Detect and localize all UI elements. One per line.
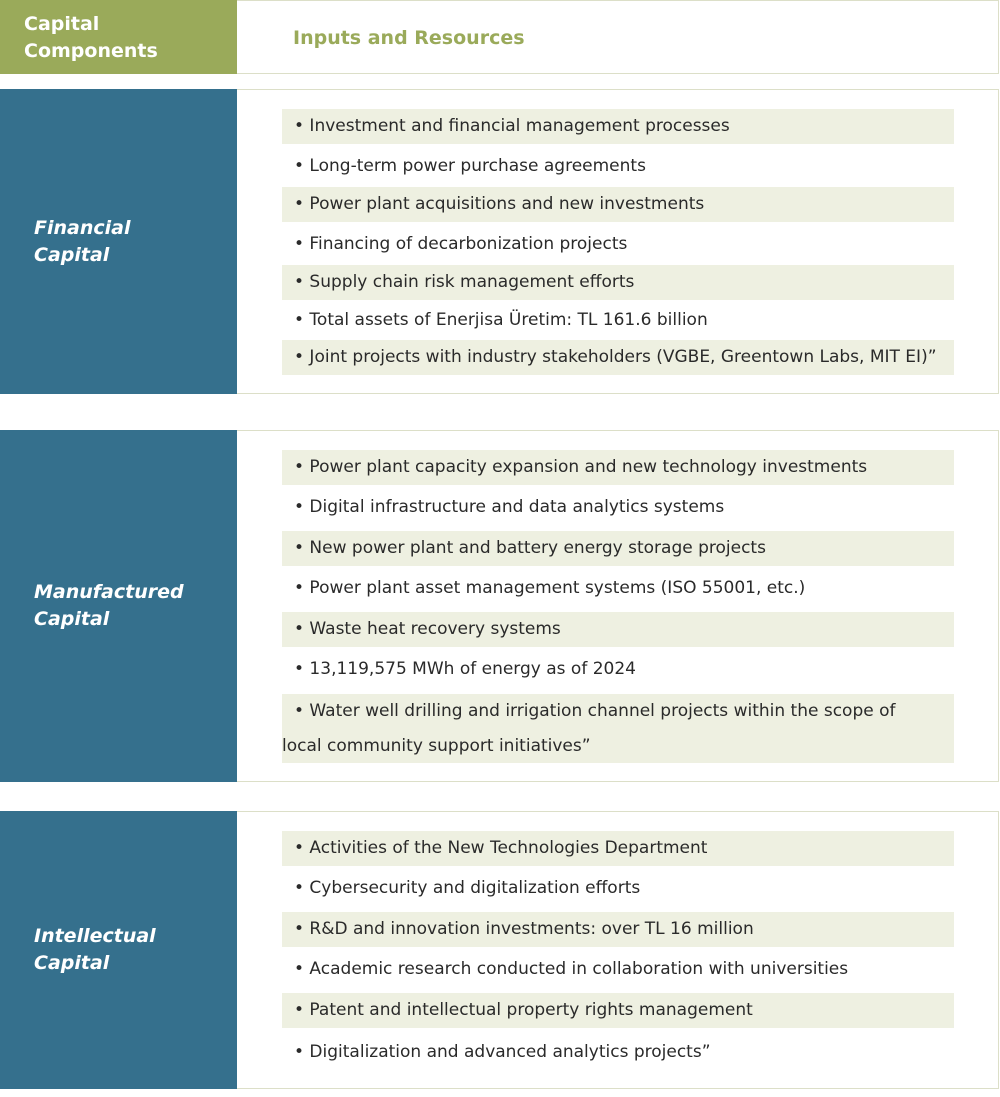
list-item: • Power plant capacity expansion and new technology investments — [282, 450, 954, 485]
inputs-resources-header: Inputs and Resources — [237, 0, 999, 74]
list-item: • Waste heat recovery systems — [282, 612, 954, 647]
list-item: • Activities of the New Technologies Department — [282, 831, 954, 866]
section-title-line1: Manufactured — [34, 581, 184, 603]
list-item: • Digital infrastructure and data analytics systems — [294, 497, 725, 517]
list-item-line: local community support initiatives” — [282, 736, 591, 756]
list-item: • Power plant asset management systems (ISO 55001, etc.) — [294, 578, 806, 598]
intellectual-capital-label — [0, 811, 237, 1089]
list-item: • Cybersecurity and digitalization efforts — [294, 878, 641, 898]
financial-capital-label — [0, 89, 237, 394]
list-item: • Investment and financial management processes — [282, 109, 954, 144]
list-item: • Power plant acquisitions and new investments — [282, 187, 954, 222]
list-item: • Joint projects with industry stakeholders (VGBE, Greentown Labs, MIT EI)” — [282, 340, 954, 375]
list-item: • Patent and intellectual property rights management — [282, 993, 954, 1028]
list-item: • Total assets of Enerjisa Üretim: TL 161.6 billion — [294, 310, 708, 330]
list-item: • Long-term power purchase agreements — [294, 156, 646, 176]
list-item: • New power plant and battery energy storage projects — [282, 531, 954, 566]
capital-components-header — [0, 0, 237, 74]
table-header — [0, 0, 1000, 74]
list-item-line: • Water well drilling and irrigation channel projects within the scope of — [294, 701, 896, 721]
header-left-line1: Capital — [24, 13, 100, 35]
list-item-multiline — [282, 694, 954, 763]
section-title-line1: Intellectual — [34, 925, 156, 947]
header-left-line2: Components — [24, 40, 158, 62]
list-item: • 13,119,575 MWh of energy as of 2024 — [294, 659, 636, 679]
manufactured-capital-label — [0, 430, 237, 782]
section-title-line2: Capital — [34, 243, 110, 266]
list-item: • R&D and innovation investments: over TL 16 million — [282, 912, 954, 947]
list-item: • Digitalization and advanced analytics projects” — [294, 1042, 711, 1062]
section-title-line2: Capital — [34, 608, 110, 630]
list-item: • Academic research conducted in collaboration with universities — [294, 959, 849, 979]
section-title-line1: Financial — [34, 216, 131, 239]
section-title-line2: Capital — [34, 952, 110, 974]
list-item: • Supply chain risk management efforts — [282, 265, 954, 300]
list-item: • Financing of decarbonization projects — [294, 234, 628, 254]
